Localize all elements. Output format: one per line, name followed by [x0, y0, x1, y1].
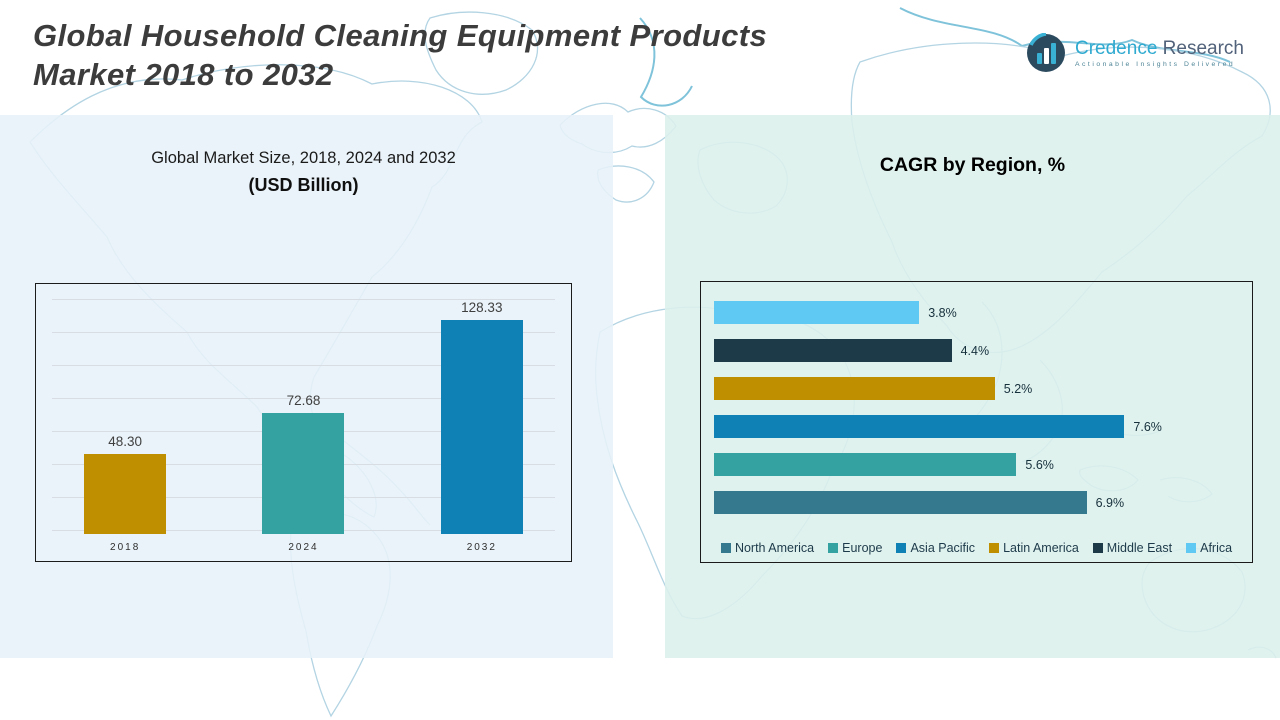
- legend-item-middle-east: [1093, 541, 1172, 555]
- market-size-column-2024: [262, 284, 344, 534]
- brand-tagline: Actionable Insights Delivered: [1075, 60, 1236, 68]
- legend-swatch-icon: [896, 543, 906, 553]
- cagr-row-latin-america: [714, 377, 1244, 400]
- brand-name-research: Research: [1162, 37, 1244, 59]
- cagr-legend: [701, 541, 1252, 555]
- cagr-value-label: 5.6%: [1025, 457, 1054, 472]
- cagr-bar-asia-pacific: [714, 415, 1124, 438]
- cagr-bar-north-america: [714, 491, 1087, 514]
- legend-swatch-icon: [721, 543, 731, 553]
- cagr-value-label: 7.6%: [1133, 419, 1162, 434]
- legend-swatch-icon: [828, 543, 838, 553]
- market-size-bar-2032: [441, 320, 523, 534]
- legend-swatch-icon: [1186, 543, 1196, 553]
- logo-text: [1075, 39, 1244, 68]
- x-axis-label-2032: 2032: [466, 542, 497, 553]
- market-size-chart: [35, 283, 572, 562]
- cagr-value-label: 4.4%: [960, 343, 990, 358]
- cagr-bar-middle-east: [714, 339, 952, 362]
- cagr-value-label: 6.9%: [1095, 495, 1125, 510]
- legend-item-europe: [828, 541, 882, 555]
- legend-swatch-icon: [989, 543, 999, 553]
- cagr-row-africa: [714, 301, 1244, 324]
- cagr-row-middle-east: [714, 339, 1244, 362]
- market-size-bars: [36, 284, 571, 534]
- legend-item-latin-america: [989, 541, 1079, 555]
- cagr-bar-europe: [714, 453, 1016, 476]
- brand-name-credence: Credence: [1075, 37, 1158, 59]
- market-size-column-2032: [441, 284, 523, 534]
- bar-value-label: 128.33: [461, 300, 503, 316]
- market-size-x-axis: [36, 534, 571, 561]
- legend-label: Europe: [842, 541, 883, 555]
- legend-item-africa: [1186, 541, 1232, 555]
- logo-bar-chart-icon: [1026, 33, 1066, 73]
- cagr-chart-title: CAGR by Region, %: [879, 154, 1066, 176]
- legend-item-north-america: [721, 541, 814, 555]
- cagr-bar-africa: [714, 301, 919, 324]
- cagr-row-asia-pacific: [714, 415, 1244, 438]
- bar-value-label: 48.30: [108, 433, 143, 449]
- x-axis-label-2018: 2018: [110, 542, 141, 553]
- legend-swatch-icon: [1093, 543, 1103, 553]
- x-axis-label-2024: 2024: [288, 542, 319, 553]
- page-title-line2: Market 2018 to 2032: [33, 57, 334, 92]
- cagr-row-europe: [714, 453, 1244, 476]
- legend-label: Middle East: [1106, 541, 1173, 555]
- market-size-chart-title: Global Market Size, 2018, 2024 and 2032: [151, 149, 456, 167]
- market-size-chart-subtitle: (USD Billion): [248, 175, 359, 195]
- legend-item-asia-pacific: [896, 541, 975, 555]
- page-title: [33, 16, 767, 94]
- market-size-bar-2018: [84, 454, 166, 535]
- legend-label: North America: [734, 541, 815, 555]
- cagr-chart: [700, 281, 1253, 563]
- cagr-value-label: 3.8%: [928, 305, 957, 320]
- market-size-bar-2024: [262, 413, 344, 534]
- cagr-bars: [714, 301, 1244, 529]
- legend-label: Africa: [1200, 541, 1233, 555]
- cagr-row-north-america: [714, 491, 1244, 514]
- legend-label: Asia Pacific: [910, 541, 976, 555]
- page-title-line1: Global Household Cleaning Equipment Products: [33, 18, 768, 53]
- brand-name: [1075, 39, 1244, 59]
- legend-label: Latin America: [1003, 541, 1079, 555]
- cagr-bar-latin-america: [714, 377, 995, 400]
- brand-logo: [1026, 33, 1244, 73]
- market-size-column-2018: [84, 284, 166, 534]
- cagr-value-label: 5.2%: [1003, 381, 1033, 396]
- bar-value-label: 72.68: [286, 392, 321, 408]
